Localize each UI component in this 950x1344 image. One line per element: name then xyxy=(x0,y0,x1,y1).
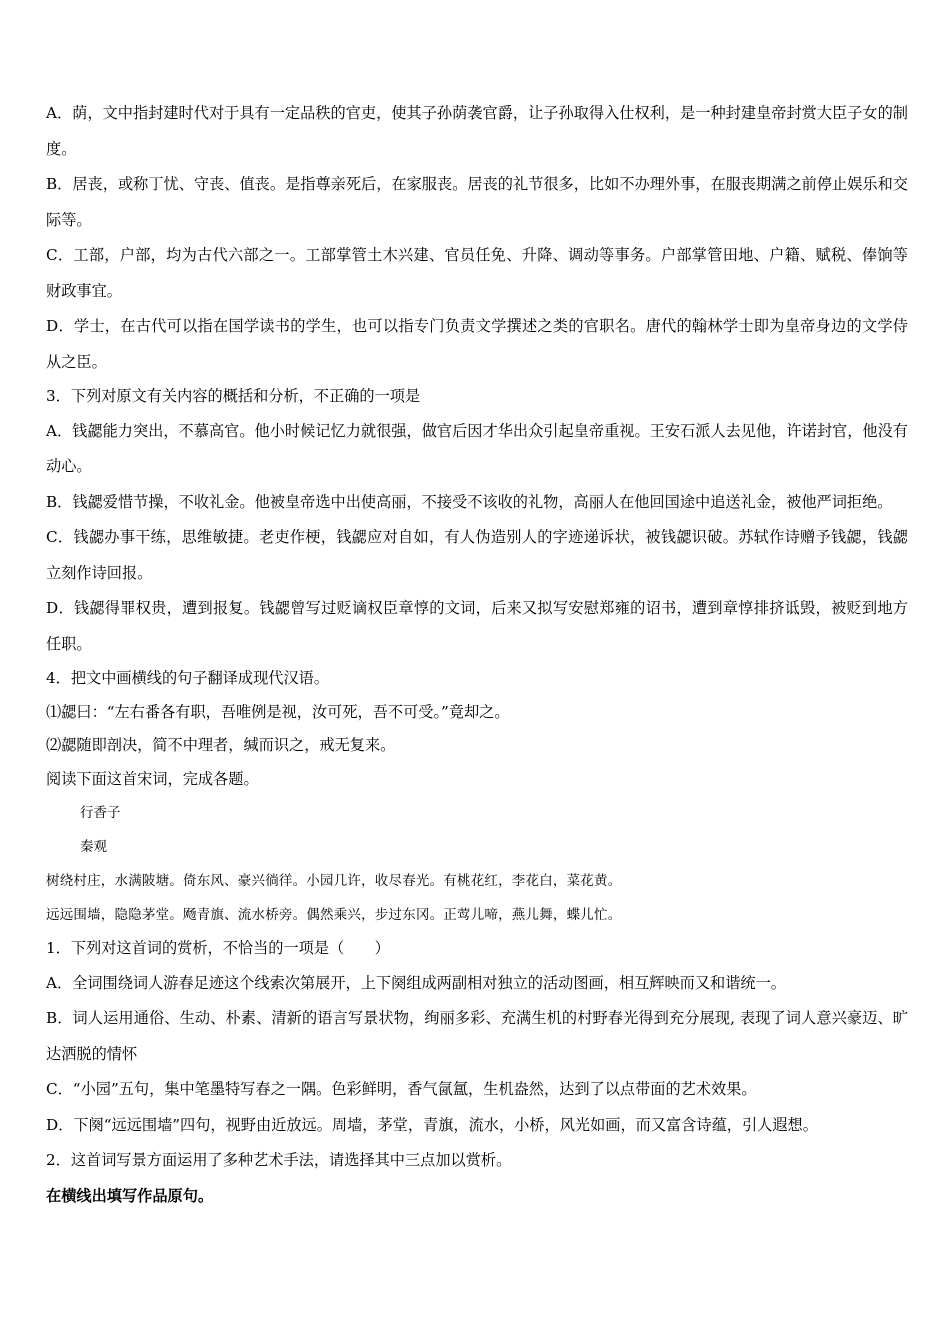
question-4-sentence-1: ⑴勰曰：“左右番各有职，吾唯例是视，汝可死，吾不可受。”竟却之。 xyxy=(46,702,510,721)
question-3-option-a: A．钱勰能力突出，不慕高官。他小时候记忆力就很强，做官后因才华出众引起皇帝重视。王安石派人去见他，许诺封官，他没有动心。 xyxy=(46,421,908,475)
question-3-option-d: D．钱勰得罪权贵，遭到报复。钱勰曾写过贬谪权臣章惇的文词，后来又拟写安慰郑雍的诏书，遭到章惇排挤诋毁，被贬到地方任职。 xyxy=(46,599,908,653)
prev-option-d: D．学士，在古代可以指在国学读书的学生，也可以指专门负责文学撰述之类的官职名。唐代的翰林学士即为皇帝身边的文学侍从之臣。 xyxy=(46,317,908,371)
poem-question-1-option-d: D．下阕“远远围墙”四句，视野由近放远。周墙，茅堂，青旗，流水，小桥，风光如画，而又富含诗蕴，引人遐想。 xyxy=(46,1115,818,1134)
poem-title: 行香子 xyxy=(80,805,121,821)
poem-author: 秦观 xyxy=(80,839,107,855)
question-3-option-b: B．钱勰爱惜节操，不收礼金。他被皇帝选中出使高丽，不接受不该收的礼物，高丽人在他回国途中追送礼金，被他严词拒绝。 xyxy=(46,492,893,511)
prev-option-a: A．荫，文中指封建时代对于具有一定品秩的官吏，使其子孙荫袭官爵，让子孙取得入仕权利，是一种封建皇帝封赏大臣子女的制度。 xyxy=(46,104,908,158)
poem-question-1-option-c: C．“小园”五句，集中笔墨特写春之一隅。色彩鲜明，香气氤氲，生机盎然，达到了以点带面的艺术效果。 xyxy=(46,1080,757,1098)
prev-option-c: C．工部，户部，均为古代六部之一。工部掌管土木兴建、官员任免、升降、调动等事务。户部掌管田地、户籍、赋税、俸饷等财政事宜。 xyxy=(46,246,908,300)
final-heading: 在横线出填写作品原句。 xyxy=(46,1186,214,1205)
poem-question-1-stem: 1．下列对这首词的赏析，不恰当的一项是（ ） xyxy=(46,939,390,957)
prev-option-b: B．居丧，或称丁忧、守丧、值丧。是指尊亲死后，在家服丧。居丧的礼节很多，比如不办理外事，在服丧期满之前停止娱乐和交际等。 xyxy=(46,175,908,229)
poem-intro: 阅读下面这首宋词，完成各题。 xyxy=(46,769,259,788)
poem-question-2-stem: 2．这首词写景方面运用了多种艺术手法，请选择其中三点加以赏析。 xyxy=(46,1151,512,1169)
question-4-stem: 4．把文中画横线的句子翻译成现代汉语。 xyxy=(46,669,330,687)
poem-question-1-option-a: A．全词围绕词人游春足迹这个线索次第展开，上下阕组成两副相对独立的活动图画，相互辉映而又和谐统一。 xyxy=(46,973,786,992)
question-3-stem: 3．下列对原文有关内容的概括和分析，不正确的一项是 xyxy=(46,387,421,405)
question-3-option-c: C．钱勰办事干练，思维敏捷。老吏作梗，钱勰应对自如，有人伪造别人的字迹递诉状，被钱勰识破。苏轼作诗赠予钱勰，钱勰立刻作诗回报。 xyxy=(46,528,908,582)
document-content xyxy=(46,96,908,1214)
poem-question-1-option-b: B．词人运用通俗、生动、朴素、清新的语言写景状物，绚丽多彩、充满生机的村野春光得到充分展现, 表现了词人意兴豪迈、旷达洒脱的情怀 xyxy=(46,1009,908,1063)
question-4-sentence-2: ⑵勰随即剖决，简不中理者，缄而识之，戒无复来。 xyxy=(46,736,396,754)
poem-line-1: 树绕村庄，水满陂塘。倚东风、豪兴徜徉。小园几许，收尽春光。有桃花红，李花白，菜花黄。 xyxy=(46,873,622,889)
poem-line-2: 远远围墙，隐隐茅堂。飏青旗、流水桥旁。偶然乘兴，步过东冈。正莺儿啼，燕儿舞，蝶儿忙。 xyxy=(46,907,622,923)
